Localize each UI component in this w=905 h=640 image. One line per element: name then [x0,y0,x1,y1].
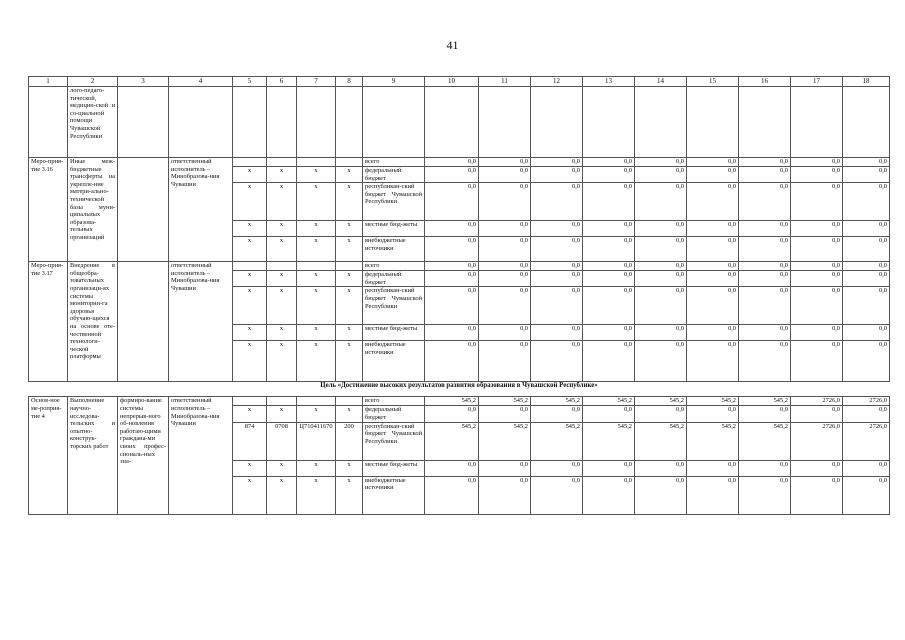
budget-code: x [233,221,267,237]
budget-code: x [297,476,336,514]
amount-cell: 0,0 [531,341,583,382]
amount-cell: 0,0 [635,183,687,221]
amount-cell: 0,0 [791,167,843,183]
amount-cell: 0,0 [583,325,635,341]
amount-cell: 0,0 [843,221,890,237]
funding-source: всего [363,397,425,406]
amount-cell: 0,0 [791,476,843,514]
amount-cell: 0,0 [583,406,635,422]
amount-cell: 0,0 [791,262,843,271]
responsible-executor: ответственный исполнитель – Минобразова-ния Чувашии [169,158,233,262]
amount-cell: 0,0 [479,287,531,325]
amount-cell: 545,2 [583,397,635,406]
amount-cell: 0,0 [687,167,739,183]
budget-code: x [233,183,267,221]
budget-code: x [267,460,297,476]
amount-cell: 0,0 [531,262,583,271]
amount-cell: 0,0 [635,167,687,183]
amount-cell: 0,0 [791,341,843,382]
amount-cell: 0,0 [479,158,531,167]
budget-code: x [336,237,363,262]
funding-source: внебюджетные источники [363,341,425,382]
header-cell: 8 [336,77,363,87]
budget-code: x [336,476,363,514]
amount-cell: 0,0 [843,183,890,221]
measure-purpose: формиро-вание системы непрерыв-ного об-новления работаю-щими граждана-ми своих профес-сиональ-ных зна- [118,397,169,514]
budget-code: x [336,221,363,237]
amount-cell: 0,0 [583,183,635,221]
amount-cell: 545,2 [479,422,531,460]
amount-cell: 0,0 [635,287,687,325]
amount-cell: 0,0 [739,262,791,271]
measure-purpose [118,262,169,382]
measure-name: Внедрение в общеобра-зовательных организаци-ях системы мониторин-га здоровья обучаю-щихся на основе оте-чественной технологи-ческой платформы [68,262,118,382]
amount-cell: 0,0 [425,167,479,183]
budget-code [233,262,267,271]
header-cell: 11 [479,77,531,87]
amount-cell: 0,0 [531,183,583,221]
amount-cell: 0,0 [739,341,791,382]
budget-code: x [267,476,297,514]
header-cell: 7 [297,77,336,87]
budget-code: x [233,476,267,514]
measure-label: Меро-прия-тие 3.17 [29,262,68,382]
budget-code [336,262,363,271]
amount-cell: 545,2 [739,422,791,460]
amount-cell: 545,2 [583,422,635,460]
table-cell [687,87,739,158]
amount-cell: 0,0 [531,167,583,183]
amount-cell: 0,0 [843,341,890,382]
measure-name: Иные меж-бюджетные трансферты на укрепле-ние матери-ально-технической базы муни-ципальных образова-тельных организаций [68,158,118,262]
budget-code: x [267,406,297,422]
table-cell [583,87,635,158]
amount-cell: 0,0 [425,271,479,287]
table-cell [297,87,336,158]
amount-cell: 0,0 [687,262,739,271]
amount-cell: 545,2 [739,397,791,406]
funding-source: внебюджетные источники [363,237,425,262]
budget-code: 200 [336,422,363,460]
amount-cell: 0,0 [739,460,791,476]
amount-cell: 0,0 [635,262,687,271]
amount-cell: 0,0 [583,341,635,382]
amount-cell: 0,0 [739,221,791,237]
amount-cell: 0,0 [635,406,687,422]
budget-code [297,262,336,271]
budget-code: x [297,287,336,325]
amount-cell: 0,0 [425,158,479,167]
amount-cell: 0,0 [843,287,890,325]
measure-purpose [118,158,169,262]
goal-heading: Цель «Достижение высоких результатов развития образования в Чувашской Республике» [320,382,598,390]
budget-code [267,397,297,406]
amount-cell: 545,2 [425,397,479,406]
amount-cell: 0,0 [425,237,479,262]
table-cell: лого-педаго-тической, медицин-ской и со-циальной помощи Чувашской Республики [68,87,118,158]
amount-cell: 0,0 [843,158,890,167]
amount-cell: 0,0 [479,183,531,221]
table-cell [169,87,233,158]
amount-cell: 0,0 [843,271,890,287]
responsible-executor: ответственный исполнитель – Минобразова-ния Чувашии [169,397,233,514]
budget-code: x [336,271,363,287]
amount-cell: 0,0 [635,158,687,167]
amount-cell: 0,0 [583,476,635,514]
amount-cell: 0,0 [791,460,843,476]
budget-code: x [233,460,267,476]
table-cell [29,87,68,158]
budget-code: x [267,221,297,237]
amount-cell: 0,0 [739,325,791,341]
budget-code: x [297,271,336,287]
budget-code [267,158,297,167]
amount-cell: 0,0 [479,341,531,382]
budget-code [297,158,336,167]
header-cell: 18 [843,77,890,87]
budget-code: x [297,325,336,341]
amount-cell: 0,0 [687,221,739,237]
budget-code: x [233,271,267,287]
table-cell [233,87,267,158]
amount-cell: 0,0 [843,237,890,262]
amount-cell: 0,0 [531,460,583,476]
amount-cell: 545,2 [479,397,531,406]
amount-cell: 2726,0 [843,422,890,460]
amount-cell: 0,0 [479,221,531,237]
amount-cell: 0,0 [425,262,479,271]
amount-cell: 0,0 [531,158,583,167]
funding-source: республикан-ский бюджет Чувашской Республики [363,183,425,221]
amount-cell: 0,0 [425,287,479,325]
budget-code [297,397,336,406]
funding-source: федеральный бюджет [363,271,425,287]
amount-cell: 0,0 [739,476,791,514]
header-cell: 14 [635,77,687,87]
table-cell [267,87,297,158]
amount-cell: 0,0 [791,325,843,341]
amount-cell: 0,0 [791,221,843,237]
amount-cell: 0,0 [635,271,687,287]
budget-table [28,76,890,515]
budget-code: x [336,167,363,183]
budget-code: x [297,237,336,262]
amount-cell: 0,0 [791,183,843,221]
table-cell [425,87,479,158]
amount-cell: 0,0 [687,237,739,262]
budget-code: x [297,341,336,382]
amount-cell: 0,0 [479,237,531,262]
amount-cell: 545,2 [687,422,739,460]
amount-cell: 0,0 [791,406,843,422]
funding-source: внебюджетные источники [363,476,425,514]
table-cell [531,87,583,158]
budget-code: x [336,341,363,382]
header-cell: 1 [29,77,68,87]
header-cell: 16 [739,77,791,87]
funding-source: местные бюд-жеты [363,221,425,237]
header-cell: 9 [363,77,425,87]
amount-cell: 2726,0 [791,422,843,460]
amount-cell: 0,0 [583,237,635,262]
table-cell [843,87,890,158]
amount-cell: 0,0 [479,262,531,271]
header-cell: 3 [118,77,169,87]
amount-cell: 545,2 [687,397,739,406]
budget-code [233,158,267,167]
header-cell: 17 [791,77,843,87]
amount-cell: 0,0 [687,406,739,422]
amount-cell: 0,0 [583,271,635,287]
amount-cell: 0,0 [843,262,890,271]
funding-source: всего [363,262,425,271]
amount-cell: 0,0 [635,237,687,262]
budget-code: x [233,287,267,325]
amount-cell: 0,0 [687,271,739,287]
budget-code [336,397,363,406]
amount-cell: 0,0 [479,460,531,476]
amount-cell: 0,0 [739,167,791,183]
amount-cell: 0,0 [531,476,583,514]
amount-cell: 0,0 [739,287,791,325]
amount-cell: 0,0 [687,476,739,514]
amount-cell: 0,0 [531,271,583,287]
budget-code: x [297,183,336,221]
table-cell [635,87,687,158]
funding-source: местные бюд-жеты [363,460,425,476]
amount-cell: 0,0 [843,167,890,183]
amount-cell: 0,0 [843,325,890,341]
budget-code: x [267,287,297,325]
amount-cell: 0,0 [739,271,791,287]
header-cell: 12 [531,77,583,87]
amount-cell: 0,0 [583,287,635,325]
budget-code: x [336,460,363,476]
amount-cell: 0,0 [791,287,843,325]
header-cell: 4 [169,77,233,87]
page-number: 41 [446,38,459,52]
budget-code: x [267,237,297,262]
funding-source: местные бюд-жеты [363,325,425,341]
budget-code: x [267,271,297,287]
responsible-executor: ответственный исполнитель – Минобразова-ния Чувашии [169,262,233,382]
budget-code: x [336,406,363,422]
budget-code: x [267,167,297,183]
header-cell: 2 [68,77,118,87]
amount-cell: 0,0 [687,158,739,167]
budget-code: 874 [233,422,267,460]
amount-cell: 0,0 [531,406,583,422]
amount-cell: 0,0 [687,287,739,325]
amount-cell: 0,0 [531,287,583,325]
header-cell: 15 [687,77,739,87]
goal-row [29,382,890,397]
budget-code: x [297,460,336,476]
table-row [29,262,890,271]
funding-source: федеральный бюджет [363,406,425,422]
amount-cell: 0,0 [479,167,531,183]
amount-cell: 0,0 [739,237,791,262]
table-row [29,87,890,158]
amount-cell: 0,0 [583,262,635,271]
amount-cell: 2726,0 [791,397,843,406]
amount-cell: 0,0 [583,158,635,167]
budget-code: x [233,341,267,382]
amount-cell: 0,0 [583,460,635,476]
budget-code: x [267,325,297,341]
table-cell [791,87,843,158]
amount-cell: 0,0 [425,221,479,237]
budget-code [233,397,267,406]
amount-cell: 2726,0 [843,397,890,406]
amount-cell: 545,2 [635,422,687,460]
funding-source: республикан-ский бюджет Чувашской Республики [363,287,425,325]
header-cell: 10 [425,77,479,87]
amount-cell: 0,0 [687,341,739,382]
amount-cell: 545,2 [635,397,687,406]
budget-code: x [233,406,267,422]
measure-label: Меро-прия-тие 3.16 [29,158,68,262]
measure-label: Основ-ное ме-роприя-тие 4 [29,397,68,514]
amount-cell: 0,0 [843,460,890,476]
amount-cell: 0,0 [425,460,479,476]
amount-cell: 0,0 [791,237,843,262]
table-cell [118,87,169,158]
amount-cell: 0,0 [635,476,687,514]
amount-cell: 0,0 [687,183,739,221]
amount-cell: 0,0 [739,406,791,422]
amount-cell: 545,2 [531,422,583,460]
amount-cell: 545,2 [531,397,583,406]
amount-cell: 0,0 [843,406,890,422]
table-cell [363,87,425,158]
header-row [29,77,890,87]
amount-cell: 0,0 [635,341,687,382]
budget-code: x [267,183,297,221]
amount-cell: 0,0 [425,406,479,422]
amount-cell: 0,0 [791,158,843,167]
amount-cell: 0,0 [479,271,531,287]
header-cell: 13 [583,77,635,87]
budget-code: x [233,167,267,183]
header-cell: 6 [267,77,297,87]
budget-code: x [336,287,363,325]
budget-code: x [297,167,336,183]
amount-cell: 0,0 [479,325,531,341]
amount-cell: 0,0 [425,476,479,514]
budget-code [267,262,297,271]
amount-cell: 0,0 [425,325,479,341]
amount-cell: 0,0 [843,476,890,514]
budget-code: x [297,221,336,237]
amount-cell: 0,0 [791,271,843,287]
header-cell: 5 [233,77,267,87]
amount-cell: 0,0 [583,221,635,237]
amount-cell: 545,2 [425,422,479,460]
budget-code: x [233,325,267,341]
amount-cell: 0,0 [583,167,635,183]
amount-cell: 0,0 [479,476,531,514]
amount-cell: 0,0 [635,221,687,237]
funding-source: всего [363,158,425,167]
amount-cell: 0,0 [739,158,791,167]
amount-cell: 0,0 [531,237,583,262]
amount-cell: 0,0 [479,406,531,422]
funding-source: республикан-ский бюджет Чувашской Республики [363,422,425,460]
table-row [29,397,890,406]
budget-code: x [297,406,336,422]
table-cell [739,87,791,158]
amount-cell: 0,0 [425,183,479,221]
amount-cell: 0,0 [687,325,739,341]
amount-cell: 0,0 [425,341,479,382]
amount-cell: 0,0 [687,460,739,476]
measure-name: Выполнение научно-исследова-тельских и опытно-конструк-торских работ [68,397,118,514]
amount-cell: 0,0 [635,325,687,341]
table-cell [336,87,363,158]
budget-code [336,158,363,167]
budget-code: x [336,325,363,341]
budget-code: x [336,183,363,221]
budget-code: Ц710411670 [297,422,336,460]
table-row [29,158,890,167]
budget-code: 0708 [267,422,297,460]
amount-cell: 0,0 [531,325,583,341]
amount-cell: 0,0 [531,221,583,237]
table-cell [479,87,531,158]
budget-code: x [267,341,297,382]
budget-code: x [233,237,267,262]
amount-cell: 0,0 [635,460,687,476]
funding-source: федеральный бюджет [363,167,425,183]
amount-cell: 0,0 [739,183,791,221]
